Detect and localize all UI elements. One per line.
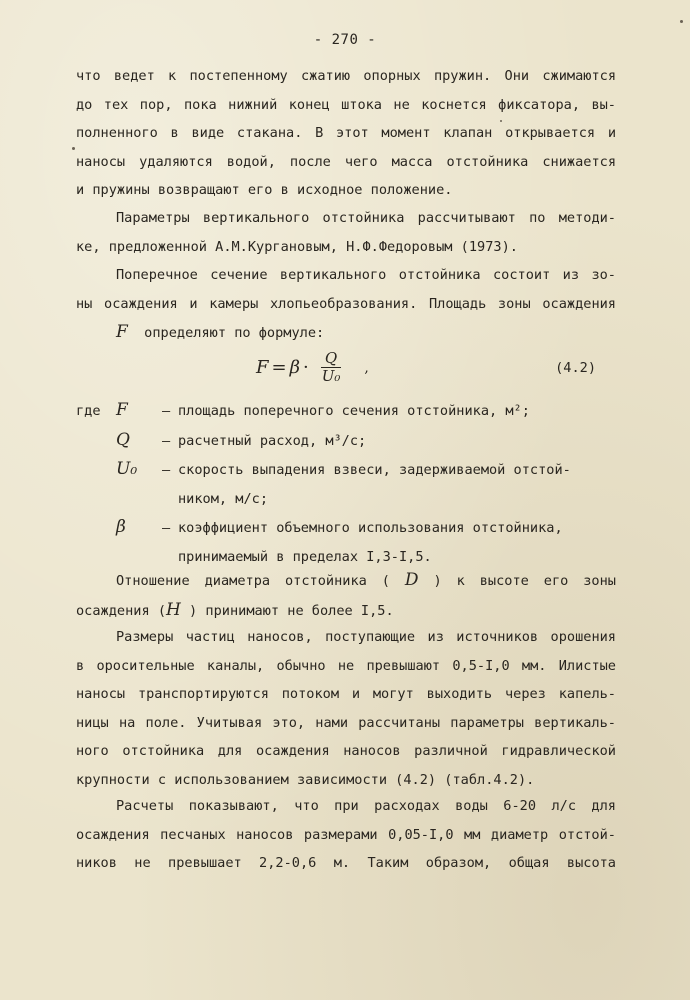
scan-speck — [500, 120, 502, 122]
definition-row — [76, 426, 616, 456]
definition-symbol: U₀ — [116, 459, 138, 479]
text-line: крупности с использованием зависимости (4.2) (табл.4.2). — [76, 771, 535, 788]
definition-text: скорость выпадения взвеси, задерживаемой отстой- — [178, 462, 571, 478]
equation-number: (4.2) — [555, 360, 596, 376]
text-line: полненного в виде стакана. В этот момент клапан открывается и — [76, 125, 616, 141]
where-label: где — [76, 403, 101, 419]
text-line: и пружины возвращают его в исходное положение. — [76, 182, 453, 198]
text-fragment: определяют по формуле: — [144, 325, 325, 341]
text-line: в оросительные каналы, обычно не превышают 0,5-I,0 мм. Илистые — [76, 657, 616, 674]
text-line: Параметры вертикального отстойника рассчитывают по методи- — [116, 210, 616, 226]
definition-text: расчетный расход, м³/с; — [178, 432, 367, 449]
text-fragment: Отношение диаметра отстойника ( — [116, 573, 390, 589]
page-number: - 270 - — [313, 32, 377, 48]
text-line: ны осаждения и камеры хлопьеобразования. Площадь зоны осаждения — [76, 295, 616, 312]
symbol-d: D — [404, 570, 419, 590]
formula-numerator: Q — [321, 350, 341, 368]
definition-dash: – — [162, 462, 171, 478]
text-line: ке, предложенной А.М.Кургановым, Н.Ф.Федоровым (1973). — [76, 238, 518, 255]
text-line — [76, 596, 616, 626]
definition-dash: – — [162, 403, 171, 419]
text-line: до тех пор, пока нижний конец штока не коснется фиксатора, вы- — [76, 96, 616, 113]
formula-lhs: F — [256, 357, 269, 378]
text-line: Размеры частиц наносов, поступающие из источников орошения — [116, 629, 616, 645]
text-line: осаждения песчаных наносов размерами 0,05-I,0 мм диаметр отстой- — [76, 826, 616, 843]
symbol-f: F — [116, 322, 128, 342]
text-fragment: ) принимают не более I,5. — [189, 602, 394, 619]
paragraph-2 — [76, 204, 616, 261]
definition-continuation: принимаемый в пределах I,3-I,5. — [178, 548, 432, 565]
scan-speck — [680, 20, 683, 23]
text-line: Расчеты показывают, что при расходах воды 6-20 л/с для — [116, 798, 616, 814]
text-fragment: осаждения ( — [76, 602, 167, 619]
definition-dash: – — [162, 432, 171, 449]
paragraph-6 — [76, 792, 616, 878]
paragraph-1 — [76, 62, 616, 205]
formula-dot: · — [303, 357, 309, 378]
text-line: наносы удаляются водой, после чего масса отстойника снижается — [76, 153, 616, 170]
symbol-h: H — [166, 599, 181, 620]
definition-row — [76, 455, 616, 485]
definition-text: коэффициент объемного использования отстойника, — [178, 520, 563, 536]
definition-symbol: β — [116, 517, 126, 537]
formula-equals: = — [271, 357, 287, 378]
definition-symbol: F — [116, 400, 128, 420]
text-line: наносы транспортируются потоком и могут выходить через капель- — [76, 686, 616, 702]
paragraph-4 — [76, 566, 616, 625]
scan-speck — [72, 147, 75, 150]
text-line: что ведет к постепенному сжатию опорных пружин. Они сжимаются — [76, 68, 616, 84]
formula-fraction — [318, 350, 345, 385]
text-line: ницы на поле. Учитывая это, нами рассчитаны параметры вертикаль- — [76, 714, 616, 731]
definition-row — [76, 396, 616, 426]
text-line — [76, 318, 616, 348]
definition-symbol: Q — [116, 429, 130, 450]
definition-row — [76, 513, 616, 543]
paragraph-3 — [76, 261, 616, 348]
definitions-list — [76, 396, 616, 571]
formula-beta: β — [289, 357, 300, 378]
formula-denominator: U₀ — [321, 367, 341, 385]
definition-text: площадь поперечного сечения отстойника, м²; — [178, 403, 530, 419]
formula-expression — [256, 350, 369, 385]
definition-dash: – — [162, 520, 171, 536]
text-line: ного отстойника для осаждения наносов различной гидравлической — [76, 743, 616, 759]
text-line — [76, 566, 616, 596]
text-fragment: ) к высоте его зоны — [433, 573, 616, 589]
formula-comma: , — [364, 359, 369, 376]
definition-continuation: ником, м/с; — [178, 490, 269, 507]
paragraph-5 — [76, 623, 616, 794]
text-line: Поперечное сечение вертикального отстойника состоит из зо- — [116, 267, 616, 283]
text-line: ников не превышает 2,2-0,6 м. Таким образом, общая высота — [76, 855, 616, 871]
formula-4-2 — [76, 350, 616, 390]
